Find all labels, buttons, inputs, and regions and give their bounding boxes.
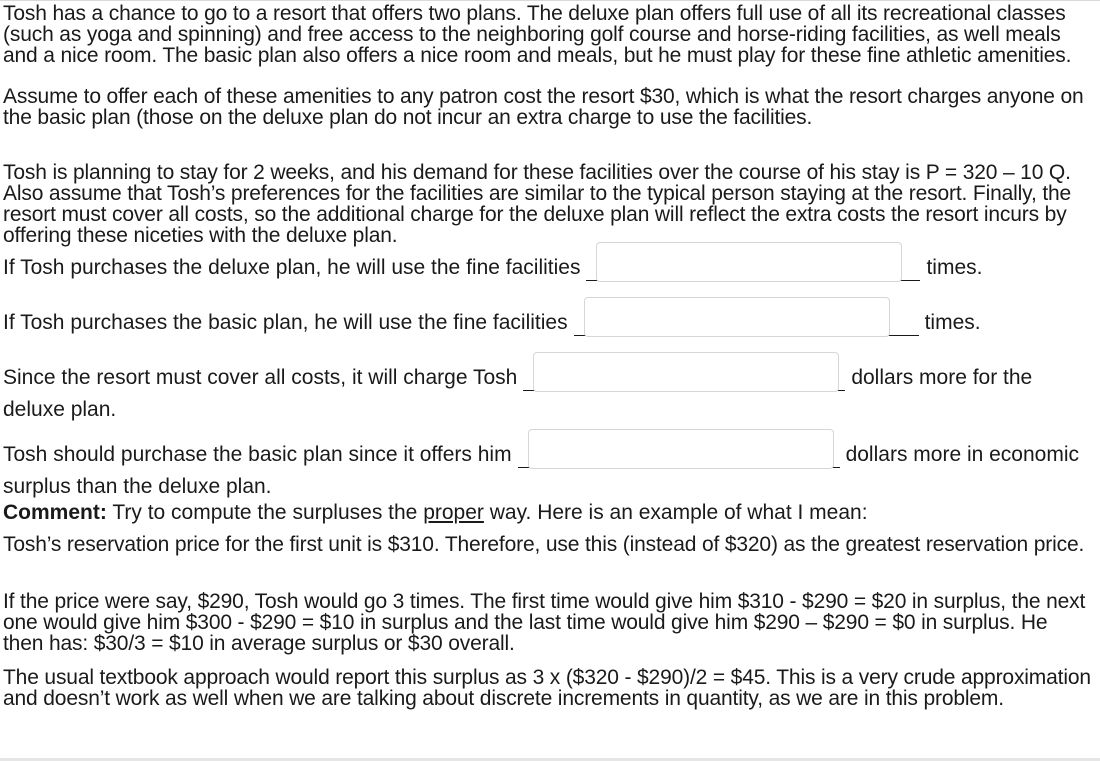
- extra-charge-input[interactable]: [533, 352, 839, 392]
- explanation-paragraph-3: The usual textbook approach would report this surplus as 3 x ($320 - $290)/2 = $45. This is a very crude approximation and doesn’t work as well when we are talking about discrete increments in quantity, as we are in this problem.: [3, 666, 1091, 710]
- explanation-paragraph-1: Tosh’s reservation price for the first unit is $310. Therefore, use this (instead of $320) as the greatest reservation price.: [3, 533, 1085, 556]
- question-surplus-text: Tosh should purchase the basic plan since it offers him: [3, 443, 512, 466]
- answer-blank-basic: [574, 309, 919, 336]
- intro-paragraph-2: Assume to offer each of these amenities to any patron cost the resort $30, which is what the resort charges anyone on the basic plan (those on the deluxe plan do not incur an extra charge to use the facilities.: [3, 85, 1084, 129]
- question-extra-charge-unit: dollars more for the deluxe plan.: [3, 366, 1033, 421]
- comment-label: Comment:: [3, 501, 107, 524]
- intro-paragraph-1: Tosh has a chance to go to a resort that offers two plans. The deluxe plan offers full use of all its recreational classes (such as yoga and spinning) and free access to the neighboring golf course and horse-riding facilities, as well meals and a nice room. The basic plan also offers a nice room and meals, but he must play for these fine athletic amenities.: [3, 2, 1072, 67]
- comment-text-before: Try to compute the surpluses the: [112, 501, 418, 524]
- question-basic-usage-unit: times.: [924, 311, 981, 334]
- top-divider: [0, 0, 1100, 1]
- question-surplus-unit: dollars more in economic surplus than the deluxe plan.: [3, 443, 1080, 498]
- comment-underlined-word: proper: [423, 501, 484, 524]
- comment-line: [3, 500, 1093, 534]
- question-basic-usage-text: If Tosh purchases the basic plan, he will use the fine facilities: [3, 311, 568, 334]
- explanation-paragraph-2: If the price were say, $290, Tosh would go 3 times. The first time would give him $310 - $290 = $20 in surplus, the next one would give him $300 - $290 = $10 in surplus and the last time would give him $290 – $290 = $0 in surplus. He then has: $30/3 = $10 in average surplus or $30 overall.: [3, 590, 1086, 655]
- basic-usage-input[interactable]: [584, 297, 890, 337]
- deluxe-usage-input[interactable]: [596, 242, 902, 282]
- question-deluxe-usage-text: If Tosh purchases the deluxe plan, he will use the fine facilities: [3, 256, 581, 279]
- surplus-input[interactable]: [528, 429, 834, 469]
- question-content: [3, 3, 1093, 727]
- question-extra-charge-text: Since the resort must cover all costs, it will charge Tosh: [3, 366, 518, 389]
- answer-blank-charge: [523, 364, 845, 391]
- question-surplus: [3, 439, 1093, 500]
- question-extra-charge: [3, 362, 1093, 439]
- intro-paragraph-3: Tosh is planning to stay for 2 weeks, and his demand for these facilities over the course of his stay is P = 320 – 10 Q. Also assume that Tosh’s preferences for the facilities are similar to the typical person staying at the resort. Finally, the resort must cover all costs, so the additional charge for the deluxe plan will reflect the extra costs the resort incurs by offering these niceties with the deluxe plan.: [3, 161, 1072, 247]
- question-deluxe-usage: [3, 252, 1093, 307]
- question-deluxe-usage-unit: times.: [926, 256, 983, 279]
- answer-blank-surplus: [518, 441, 840, 468]
- comment-text-after: way. Here is an example of what I mean:: [489, 501, 868, 524]
- answer-blank-deluxe: [586, 254, 920, 281]
